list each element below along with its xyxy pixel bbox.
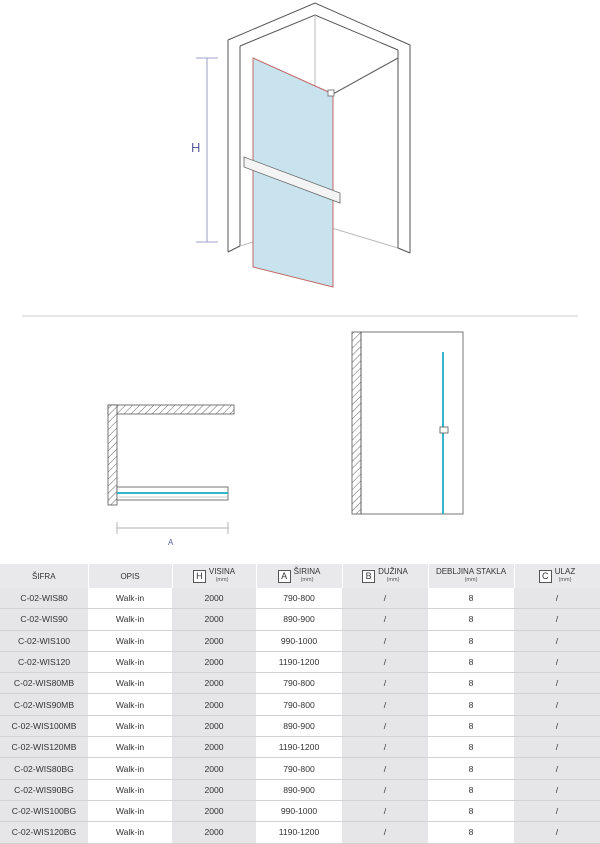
cell-visina: 2000	[172, 588, 256, 609]
cell-visina: 2000	[172, 609, 256, 630]
cell-opis: Walk-in	[88, 800, 172, 821]
cell-duzina: /	[342, 588, 428, 609]
column-unit: (mm)	[558, 577, 572, 583]
table-body	[0, 588, 600, 843]
cell-sirina: 790-800	[256, 758, 342, 779]
column-header-ulaz	[514, 564, 600, 588]
cell-debljina: 8	[428, 779, 514, 800]
cell-debljina: 8	[428, 588, 514, 609]
cell-ulaz: /	[514, 715, 600, 736]
cell-debljina: 8	[428, 715, 514, 736]
dimension-sirina-icon: A	[278, 570, 291, 583]
cell-ulaz: /	[514, 758, 600, 779]
cell-opis: Walk-in	[88, 630, 172, 651]
column-label: ULAZ (mm)	[554, 567, 576, 583]
cell-sirina: 890-900	[256, 715, 342, 736]
cell-sifra: C-02-WIS120MB	[0, 737, 88, 758]
cell-duzina: /	[342, 673, 428, 694]
cell-sifra: C-02-WIS100MB	[0, 715, 88, 736]
cell-debljina: 8	[428, 630, 514, 651]
cell-visina: 2000	[172, 694, 256, 715]
cell-sifra: C-02-WIS90	[0, 609, 88, 630]
side-elevation-view	[352, 332, 463, 514]
column-label: ŠIRINA (mm)	[293, 567, 321, 583]
cell-debljina: 8	[428, 737, 514, 758]
cell-sifra: C-02-WIS100BG	[0, 800, 88, 821]
table-row	[0, 822, 600, 843]
cell-opis: Walk-in	[88, 651, 172, 672]
table-row	[0, 673, 600, 694]
cell-sirina: 790-800	[256, 694, 342, 715]
table-row	[0, 758, 600, 779]
column-label: OPIS	[120, 571, 140, 581]
cell-opis: Walk-in	[88, 609, 172, 630]
table-row	[0, 800, 600, 821]
cell-duzina: /	[342, 737, 428, 758]
column-header-opis	[88, 564, 172, 588]
cell-opis: Walk-in	[88, 715, 172, 736]
cell-visina: 2000	[172, 800, 256, 821]
cell-duzina: /	[342, 609, 428, 630]
cell-visina: 2000	[172, 779, 256, 800]
table-row	[0, 651, 600, 672]
cell-opis: Walk-in	[88, 822, 172, 843]
cell-sifra: C-02-WIS80MB	[0, 673, 88, 694]
cell-opis: Walk-in	[88, 588, 172, 609]
cell-opis: Walk-in	[88, 779, 172, 800]
height-label: H	[191, 140, 201, 155]
cell-opis: Walk-in	[88, 758, 172, 779]
cell-sifra: C-02-WIS120	[0, 651, 88, 672]
table-row	[0, 715, 600, 736]
column-unit: (mm)	[215, 577, 229, 583]
table-row	[0, 588, 600, 609]
column-unit: (mm)	[300, 577, 314, 583]
cell-opis: Walk-in	[88, 694, 172, 715]
cell-sirina: 890-900	[256, 609, 342, 630]
dimension-duzina-icon: B	[362, 570, 375, 583]
cell-sirina: 1190-1200	[256, 822, 342, 843]
cell-visina: 2000	[172, 822, 256, 843]
cell-sifra: C-02-WIS90BG	[0, 779, 88, 800]
column-label: ŠIFRA	[31, 571, 56, 581]
table-row	[0, 630, 600, 651]
dimension-visina-icon: H	[193, 570, 206, 583]
column-header-sifra	[0, 564, 88, 588]
cell-visina: 2000	[172, 630, 256, 651]
cell-opis: Walk-in	[88, 737, 172, 758]
width-label: A	[168, 538, 174, 547]
column-label: VISINA (mm)	[208, 567, 236, 583]
cell-sifra: C-02-WIS120BG	[0, 822, 88, 843]
cell-sirina: 890-900	[256, 779, 342, 800]
cell-sifra: C-02-WIS90MB	[0, 694, 88, 715]
cell-ulaz: /	[514, 651, 600, 672]
cell-sifra: C-02-WIS80BG	[0, 758, 88, 779]
cell-duzina: /	[342, 822, 428, 843]
cell-debljina: 8	[428, 758, 514, 779]
cell-opis: Walk-in	[88, 673, 172, 694]
cell-visina: 2000	[172, 737, 256, 758]
column-header-debljina	[428, 564, 514, 588]
column-unit: (mm)	[464, 577, 478, 583]
cell-sirina: 1190-1200	[256, 737, 342, 758]
cell-debljina: 8	[428, 800, 514, 821]
cell-duzina: /	[342, 651, 428, 672]
cell-debljina: 8	[428, 651, 514, 672]
cell-ulaz: /	[514, 694, 600, 715]
plan-view	[108, 405, 234, 505]
table-row	[0, 737, 600, 758]
cell-debljina: 8	[428, 673, 514, 694]
cell-visina: 2000	[172, 758, 256, 779]
cell-duzina: /	[342, 630, 428, 651]
cell-sirina: 990-1000	[256, 800, 342, 821]
stabilizer-rod	[333, 58, 398, 94]
cell-duzina: /	[342, 694, 428, 715]
cell-ulaz: /	[514, 737, 600, 758]
table-row	[0, 694, 600, 715]
cell-ulaz: /	[514, 779, 600, 800]
column-unit: (mm)	[386, 577, 400, 583]
column-header-visina	[172, 564, 256, 588]
dimension-ulaz-icon: C	[539, 570, 552, 583]
cell-ulaz: /	[514, 800, 600, 821]
table-row	[0, 609, 600, 630]
table-row	[0, 779, 600, 800]
cell-ulaz: /	[514, 588, 600, 609]
cell-sirina: 990-1000	[256, 630, 342, 651]
cell-debljina: 8	[428, 609, 514, 630]
column-header-duzina	[342, 564, 428, 588]
cell-ulaz: /	[514, 822, 600, 843]
cell-duzina: /	[342, 800, 428, 821]
cell-duzina: /	[342, 758, 428, 779]
cell-ulaz: /	[514, 630, 600, 651]
cell-duzina: /	[342, 715, 428, 736]
cell-sifra: C-02-WIS80	[0, 588, 88, 609]
cell-visina: 2000	[172, 715, 256, 736]
spec-table	[0, 564, 600, 844]
cell-debljina: 8	[428, 694, 514, 715]
column-label: DEBLJINA STAKLA (mm)	[435, 567, 507, 583]
cell-sifra: C-02-WIS100	[0, 630, 88, 651]
cell-duzina: /	[342, 779, 428, 800]
cell-visina: 2000	[172, 651, 256, 672]
column-header-sirina	[256, 564, 342, 588]
cell-sirina: 790-800	[256, 673, 342, 694]
column-label: DUŽINA (mm)	[378, 567, 408, 583]
cell-ulaz: /	[514, 609, 600, 630]
table-header	[0, 564, 600, 588]
cell-sirina: 1190-1200	[256, 651, 342, 672]
cell-visina: 2000	[172, 673, 256, 694]
cell-sirina: 790-800	[256, 588, 342, 609]
cell-ulaz: /	[514, 673, 600, 694]
cell-debljina: 8	[428, 822, 514, 843]
width-dimension	[117, 522, 228, 534]
